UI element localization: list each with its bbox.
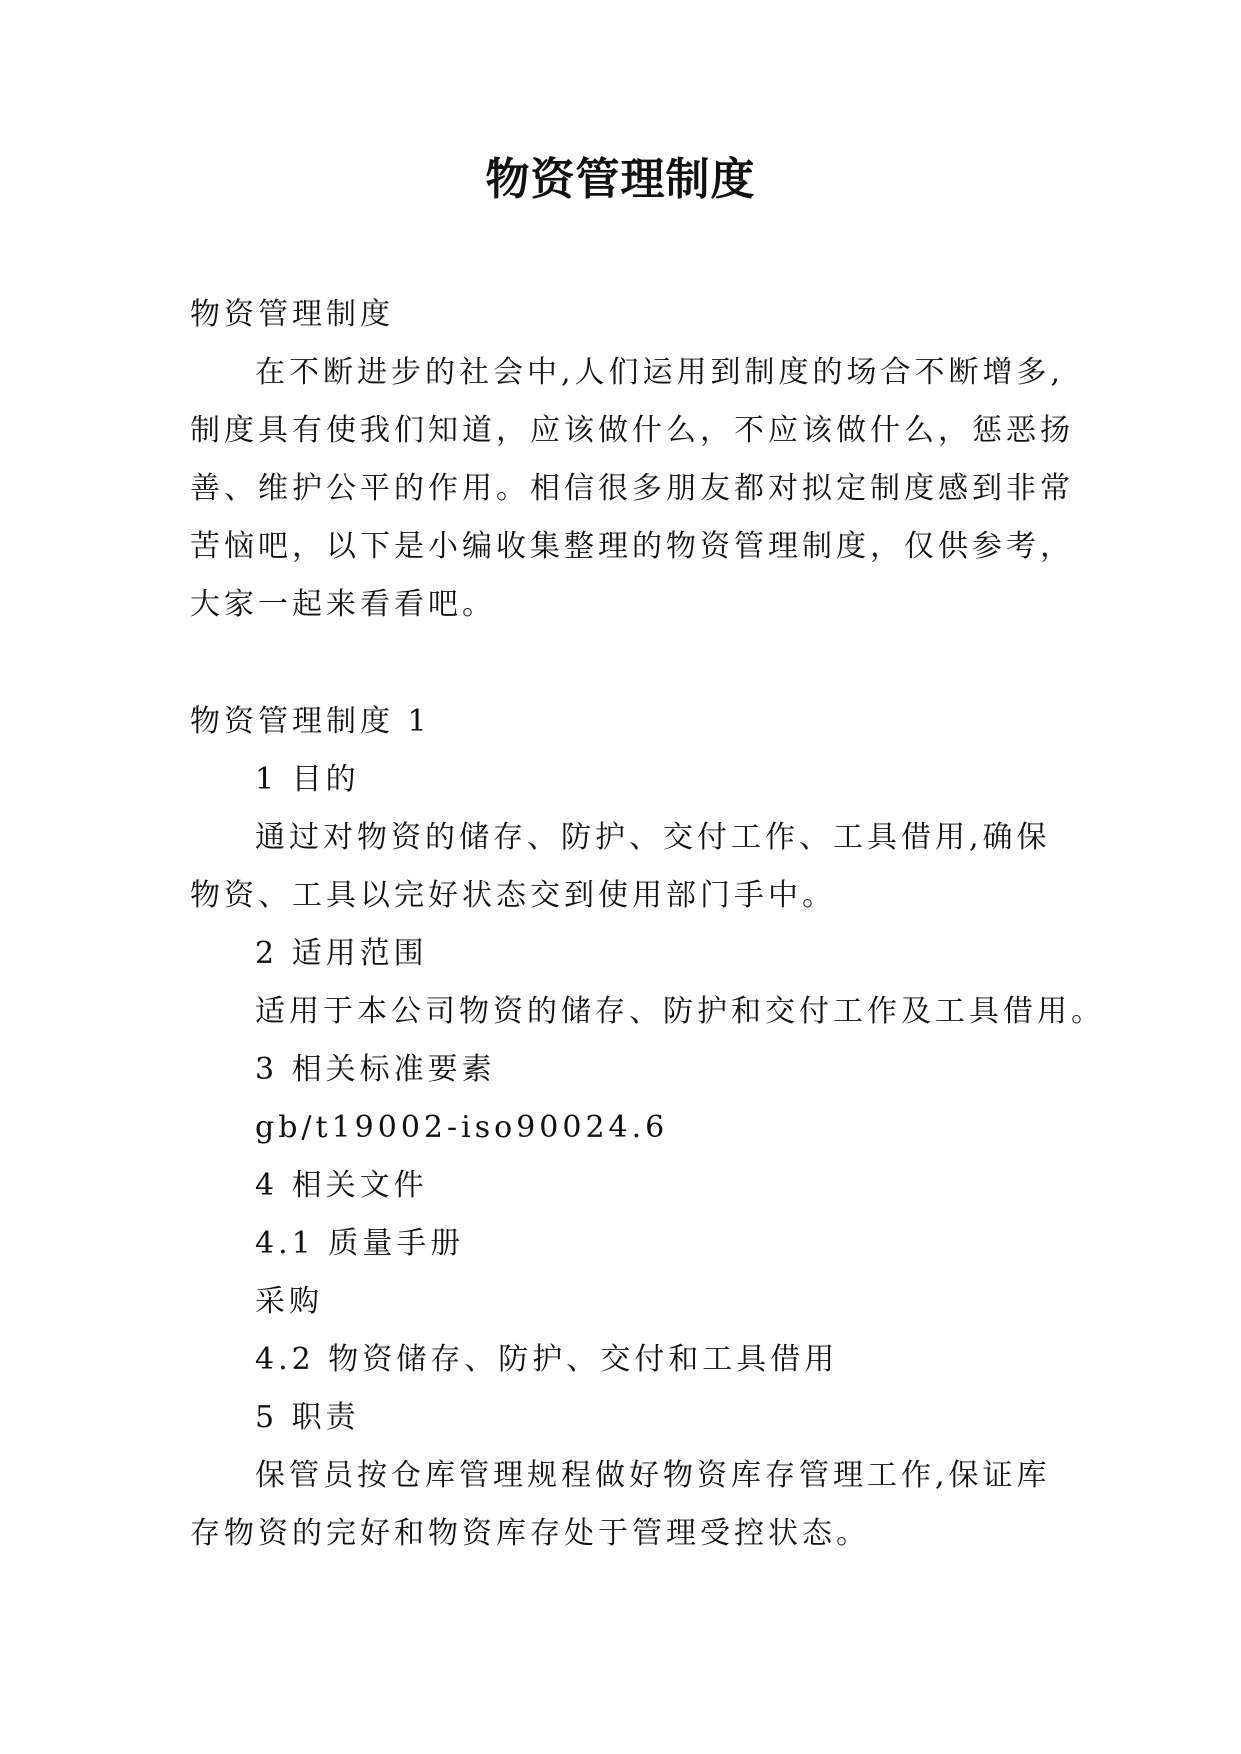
- clause-heading: 3 相关标准要素: [255, 1052, 496, 1087]
- clause-heading: 4 相关文件: [255, 1168, 428, 1203]
- section-heading: 物资管理制度 1: [190, 704, 431, 739]
- intro-paragraph-line: 制度具有使我们知道，应该做什么，不应该做什么，惩恶扬: [190, 413, 1074, 448]
- intro-paragraph-line: 大家一起来看看吧。: [190, 587, 496, 622]
- sub-clause-heading: 4.2 物资储存、防护、交付和工具借用: [255, 1342, 839, 1377]
- intro-paragraph-line: 在不断进步的社会中,人们运用到制度的场合不断增多,: [255, 355, 1065, 390]
- clause-text-line: 存物资的完好和物资库存处于管理受控状态。: [190, 1516, 870, 1551]
- section-heading: 物资管理制度: [190, 297, 394, 332]
- clause-text-line: 采购: [255, 1284, 323, 1319]
- clause-text-line: 保管员按仓库管理规程做好物资库存管理工作,保证库: [255, 1458, 1051, 1493]
- intro-paragraph-line: 善、维护公平的作用。相信很多朋友都对拟定制度感到非常: [190, 471, 1074, 506]
- standard-code: gb/t19002-iso90024.6: [255, 1110, 669, 1145]
- intro-paragraph-line: 苦恼吧，以下是小编收集整理的物资管理制度，仅供参考，: [190, 529, 1074, 564]
- clause-heading: 5 职责: [255, 1400, 360, 1435]
- clause-text-line: 适用于本公司物资的储存、防护和交付工作及工具借用。: [255, 994, 1105, 1029]
- clause-heading: 2 适用范围: [255, 936, 428, 971]
- page-title: 物资管理制度: [485, 154, 756, 205]
- clause-text-line: 通过对物资的储存、防护、交付工作、工具借用,确保: [255, 820, 1051, 855]
- clause-text-line: 物资、工具以完好状态交到使用部门手中。: [190, 878, 836, 913]
- clause-heading: 1 目的: [255, 762, 360, 797]
- sub-clause-heading: 4.1 质量手册: [255, 1226, 465, 1261]
